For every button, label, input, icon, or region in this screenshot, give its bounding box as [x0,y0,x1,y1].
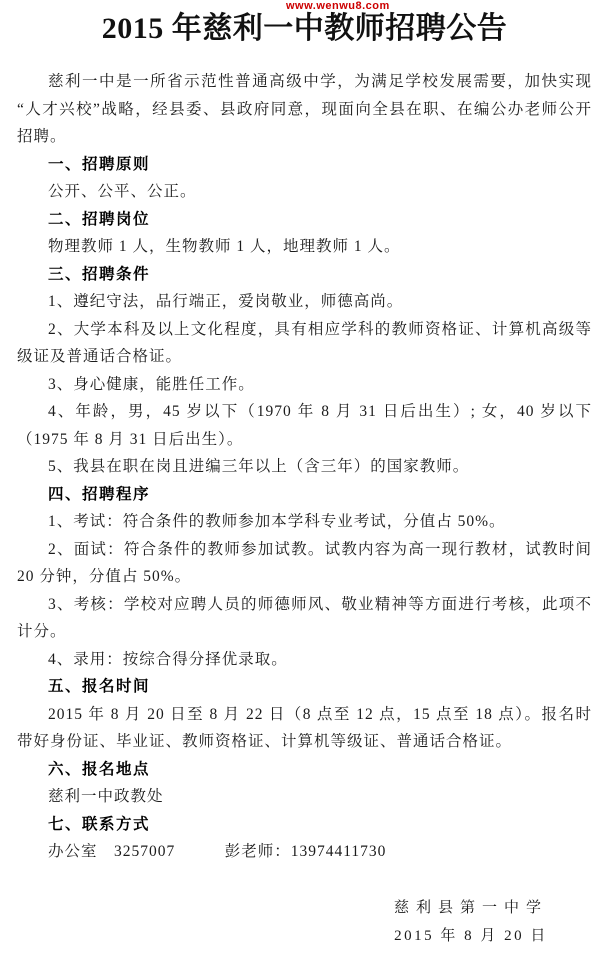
section-paragraph: 2、面试：符合条件的教师参加试教。试教内容为高一现行教材，试教时间 20 分钟，分值占 50%。 [17,540,597,585]
section-paragraph: 公开、公平、公正。 [48,183,197,200]
section-heading-positions: 二、招聘岗位 [48,210,151,228]
section-paragraph: 3、身心健康，能胜任工作。 [48,375,255,393]
section-paragraph: 4、年龄，男，45 岁以下（1970 年 8 月 31 日后出生）; 女，40 岁以下（1975 年 8 月 31 日后出生）。 [17,403,592,448]
section-heading-principles: 一、招聘原则 [48,155,151,173]
section-heading-signup-place: 六、报名地点 [48,760,151,778]
section-paragraph: 2、大学本科及以上文化程度，具有相应学科的教师资格证、计算机高级等级证及普通话合格证。 [17,320,592,365]
section-paragraph: 1、考试：符合条件的教师参加本学科专业考试，分值占 50%。 [48,513,506,530]
doc-title: 2015 年慈利一中教师招聘公告 [101,12,508,45]
section-paragraph: 慈利一中政教处 [48,788,164,805]
section-paragraph: 1、遵纪守法，品行端正，爱岗敬业，师德高尚。 [48,293,404,310]
section-heading-requirements: 三、招聘条件 [48,265,151,283]
signature-block [351,894,591,950]
section-paragraph: 4、录用：按综合得分择优录取。 [48,650,288,668]
section-paragraph: 3、考核：学校对应聘人员的师德师风、敬业精神等方面进行考核，此项不计分。 [17,595,592,640]
doc-body [17,68,597,866]
signature-org: 慈利县第一中学 [393,900,548,916]
section-heading-procedure: 四、招聘程序 [48,485,151,503]
section-heading-contact: 七、联系方式 [48,815,151,833]
intro-paragraph: 慈利一中是一所省示范性普通高级中学，为满足学校发展需要，加快实现“人才兴校”战略，经县委、县政府同意，现面向全县在职、在编公办老师公开招聘。 [17,73,592,145]
site-watermark: www.wenwu8.com [286,0,390,12]
section-paragraph: 2015 年 8 月 20 日至 8 月 22 日（8 点至 12 点，15 点至 18 点）。报名时带好身份证、毕业证、教师资格证、计算机等级证、普通话合格证。 [17,705,592,750]
section-heading-signup-time: 五、报名时间 [48,678,151,695]
section-paragraph: 5、我县在职在岗且进编三年以上（含三年）的国家教师。 [48,458,470,475]
section-paragraph: 物理教师 1 人，生物教师 1 人，地理教师 1 人。 [48,238,401,255]
signature-date: 2015 年 8 月 20 日 [394,928,548,944]
contact-line: 办公室 3257007 彭老师：13974411730 [48,843,387,860]
